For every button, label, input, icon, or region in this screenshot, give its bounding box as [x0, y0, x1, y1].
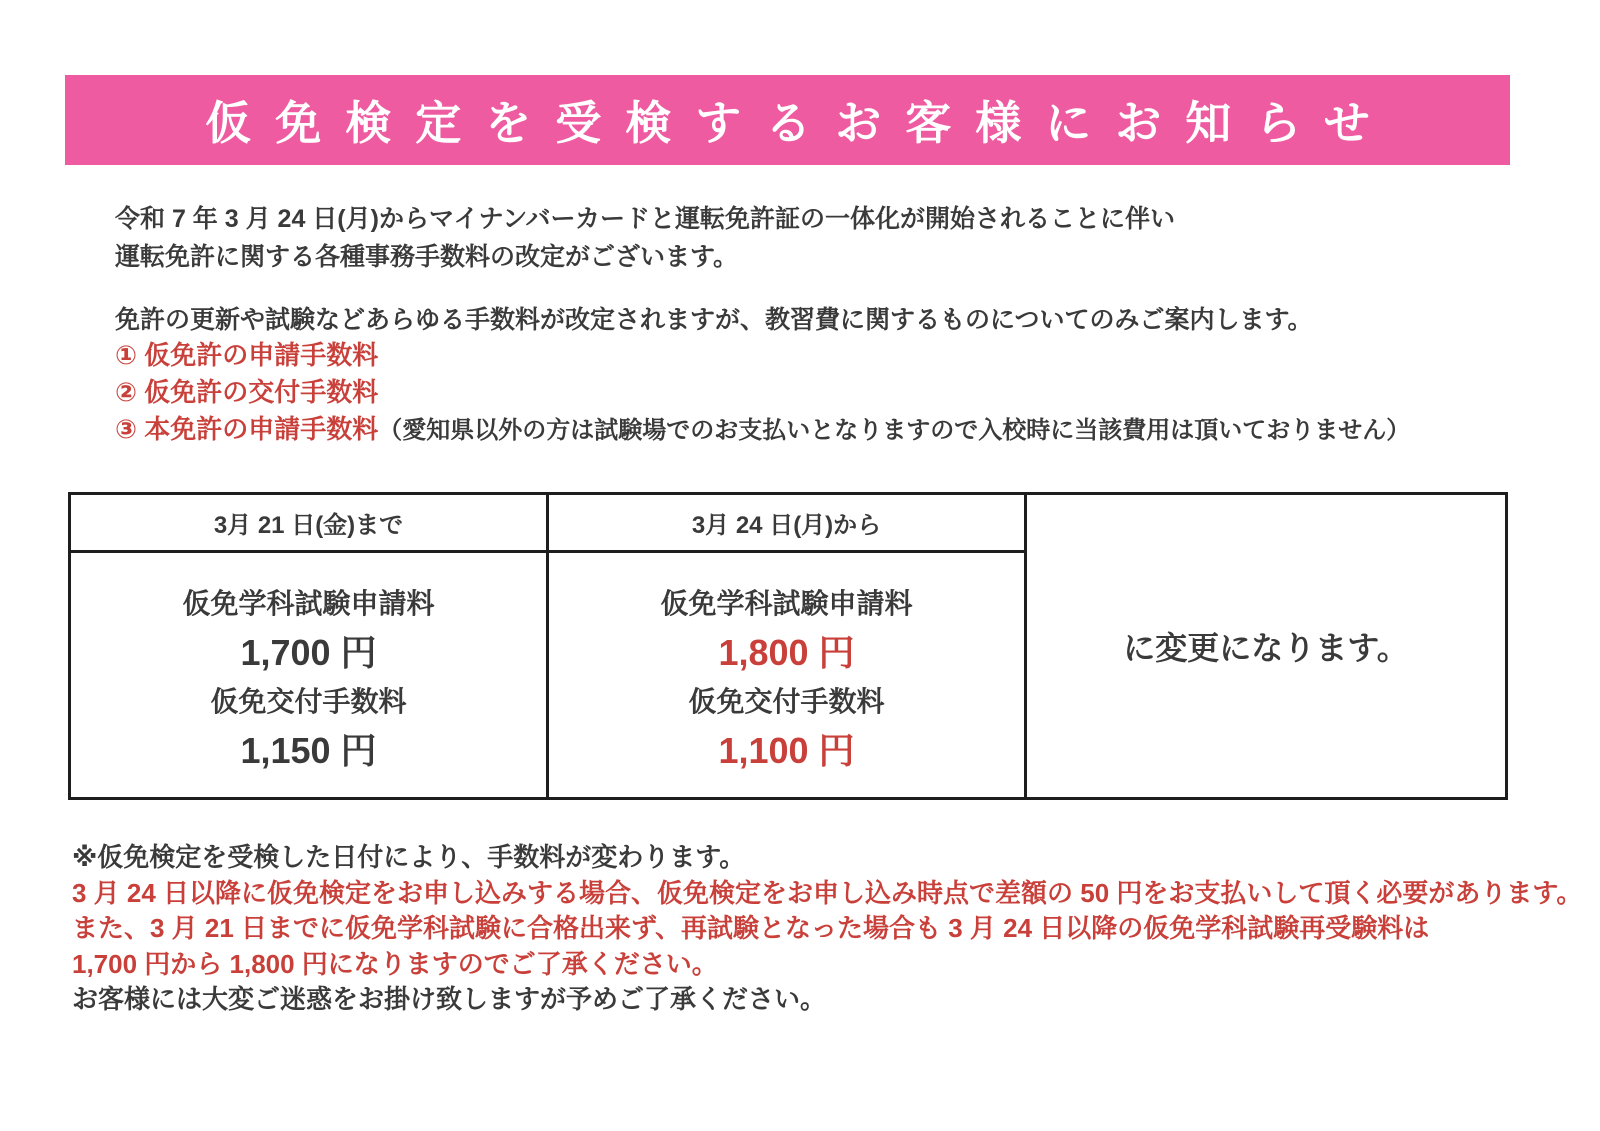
fee-label: 仮免学科試験申請料 — [182, 588, 435, 619]
item-label: 本免許の申請手数料 — [144, 414, 379, 444]
intro-paragraph — [115, 200, 1175, 276]
table-header-after: 3月 24 日(月)から — [549, 495, 1027, 553]
note-line: 1,700 円から 1,800 円になりますのでご了承ください。 — [72, 948, 718, 979]
fee-label: 仮免交付手数料 — [688, 686, 885, 717]
notice-banner — [65, 75, 1510, 165]
intro-line-2: 運転免許に関する各種事務手数料の改定がございます。 — [115, 243, 739, 271]
item-label: 仮免許の申請手数料 — [144, 340, 379, 370]
fee-label: 仮免学科試験申請料 — [660, 588, 913, 619]
fee-table — [68, 492, 1508, 800]
item-note: （愛知県以外の方は試験場でのお支払いとなりますので入校時に当該費用は頂いておりません） — [378, 417, 1411, 444]
list-item — [115, 375, 1410, 411]
list-item — [115, 412, 1410, 448]
list-item — [115, 338, 1410, 374]
lead-sentence: 免許の更新や試験などあらゆる手数料が改定されますが、教習費に関するものについてのみご案内します。 — [115, 306, 1313, 334]
fee-price: 1,150 円 — [240, 730, 377, 771]
table-header-before: 3月 21 日(金)まで — [71, 495, 549, 553]
table-cell-after — [549, 553, 1027, 797]
item-number: ② — [115, 377, 138, 407]
footer-notes — [72, 840, 1582, 1018]
item-number: ③ — [115, 414, 138, 444]
table-result-cell: に変更になります。 — [1123, 630, 1409, 666]
note-line: ※仮免検定を受検した日付により、手数料が変わります。 — [72, 842, 746, 872]
note-line: お客様には大変ご迷惑をお掛け致しますが予めご了承ください。 — [72, 984, 827, 1014]
intro-line-1: 令和 7 年 3 月 24 日(月)からマイナンバーカードと運転免許証の一体化が開始されることに伴い — [115, 205, 1175, 233]
fee-price: 1,700 円 — [240, 632, 377, 673]
fee-price: 1,800 円 — [718, 632, 855, 673]
fee-price: 1,100 円 — [718, 730, 855, 771]
item-label: 仮免許の交付手数料 — [144, 377, 379, 407]
fee-list — [115, 338, 1410, 449]
table-cell-before — [71, 553, 549, 797]
fee-label: 仮免交付手数料 — [210, 686, 407, 717]
note-line: また、3 月 21 日までに仮免学科試験に合格出来ず、再試験となった場合も 3 月 24 日以降の仮免学科試験再受験料は — [72, 913, 1430, 943]
page-title: 仮免検定を受検するお客様にお知らせ — [205, 97, 1394, 149]
item-number: ① — [115, 340, 138, 370]
note-line: 3 月 24 日以降に仮免検定をお申し込みする場合、仮免検定をお申し込み時点で差額の 50 円をお支払いして頂く必要があります。 — [72, 877, 1583, 908]
